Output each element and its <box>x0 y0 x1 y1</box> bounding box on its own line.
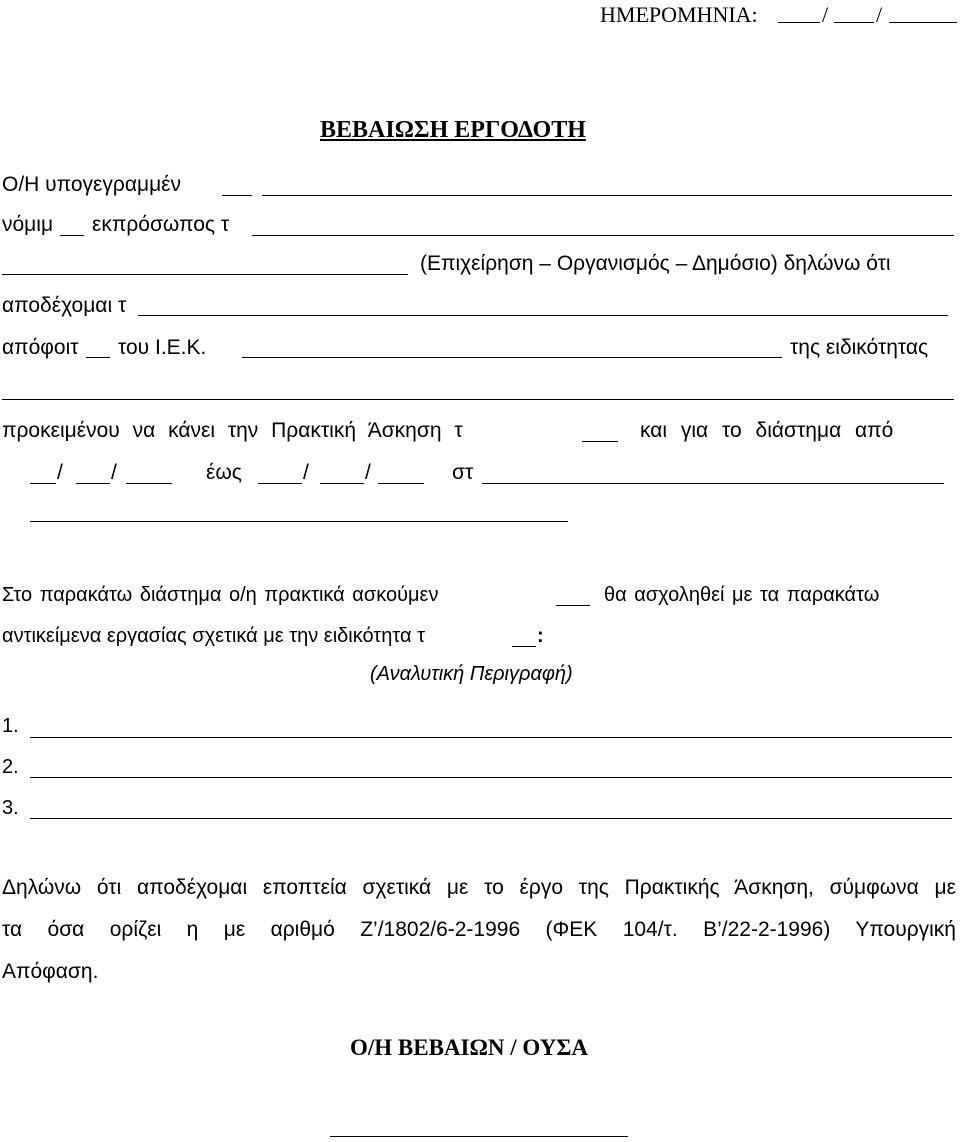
to-year-blank[interactable] <box>378 483 424 484</box>
trainee-blank[interactable] <box>138 315 948 316</box>
representative-blank[interactable] <box>252 235 954 236</box>
item-number: 2. <box>2 756 19 778</box>
from-year-blank[interactable] <box>126 483 172 484</box>
activities-text: Στο παρακάτω διάστημα ο/η πρακτικά ασκούμεν <box>2 584 439 606</box>
from-day-blank[interactable] <box>30 483 56 484</box>
company-type-text: (Επιχείρηση – Οργανισμός – Δημόσιο) δηλώνω ότι <box>420 252 891 275</box>
supervision-text: Δηλώνω ότι αποδέχομαι εποπτεία σχετικά με το έργο της Πρακτικής Άσκηση, σύμφωνα με <box>2 876 956 899</box>
legal-text: νόμιμ <box>2 213 54 236</box>
activities-gender-blank[interactable] <box>556 605 590 606</box>
specialty-text: της ειδικότητας <box>790 336 929 359</box>
gender-blank[interactable] <box>222 195 252 196</box>
item-number: 3. <box>2 797 19 819</box>
work-objects-gender-blank[interactable] <box>512 646 536 647</box>
representative-text: εκπρόσωπος τ <box>92 213 230 236</box>
location-blank[interactable] <box>482 483 944 484</box>
company-blank[interactable] <box>2 274 408 275</box>
from-month-blank[interactable] <box>76 483 110 484</box>
to-slash: / <box>365 461 371 484</box>
internship-text: προκειμένου να κάνει την Πρακτική Άσκηση τ <box>2 419 463 442</box>
date-separator: / <box>822 2 829 27</box>
specialty-blank[interactable] <box>2 399 954 400</box>
period-text: και για το διάστημα από <box>640 419 894 442</box>
location-blank-2[interactable] <box>30 521 568 522</box>
colon: : <box>537 625 544 647</box>
from-slash: / <box>57 461 63 484</box>
item-3-blank[interactable] <box>30 818 952 819</box>
iek-text: του Ι.Ε.Κ. <box>118 336 207 359</box>
to-month-blank[interactable] <box>320 483 364 484</box>
signer-name-blank[interactable] <box>262 195 952 196</box>
signature-blank[interactable] <box>330 1136 628 1137</box>
item-number: 1. <box>2 715 19 737</box>
date-year-blank[interactable] <box>889 22 957 23</box>
at-text: στ <box>452 461 474 484</box>
to-slash: / <box>303 461 309 484</box>
decision-text-end: Απόφαση. <box>2 960 99 983</box>
date-day-blank[interactable] <box>778 22 820 23</box>
signer-text: Ο/Η υπογεγραμμέν <box>2 173 182 196</box>
ministerial-decision-text: τα όσα ορίζει η με αριθμό Ζ’/1802/6-2-1996 (ΦΕΚ 104/τ. Β’/22-2-1996) Υπουργική <box>2 918 956 941</box>
description-subtitle: (Αναλυτική Περιγραφή) <box>370 663 573 685</box>
date-month-blank[interactable] <box>834 22 874 23</box>
internship-gender-blank[interactable] <box>582 441 618 442</box>
iek-blank[interactable] <box>242 357 782 358</box>
activities-text-2: θα ασχοληθεί με τα παρακάτω <box>604 584 880 606</box>
date-separator: / <box>876 2 883 27</box>
document-title: ΒΕΒΑΙΩΣΗ ΕΡΓΟΔΟΤΗ <box>320 117 586 143</box>
work-objects-text: αντικείμενα εργασίας σχετικά με την ειδικότητα τ <box>2 625 425 647</box>
legal-gender-blank[interactable] <box>60 235 84 236</box>
until-text: έως <box>206 461 242 484</box>
item-2-blank[interactable] <box>30 777 952 778</box>
from-slash: / <box>111 461 117 484</box>
item-1-blank[interactable] <box>30 737 952 738</box>
signature-label: Ο/Η ΒΕΒΑΙΩΝ / ΟΥΣΑ <box>350 1035 588 1060</box>
graduate-gender-blank[interactable] <box>86 357 110 358</box>
date-label: ΗΜΕΡΟΜΗΝΙΑ: <box>600 2 758 27</box>
graduate-text: απόφοιτ <box>2 336 79 359</box>
to-day-blank[interactable] <box>258 483 302 484</box>
accept-text: αποδέχομαι τ <box>2 294 127 317</box>
